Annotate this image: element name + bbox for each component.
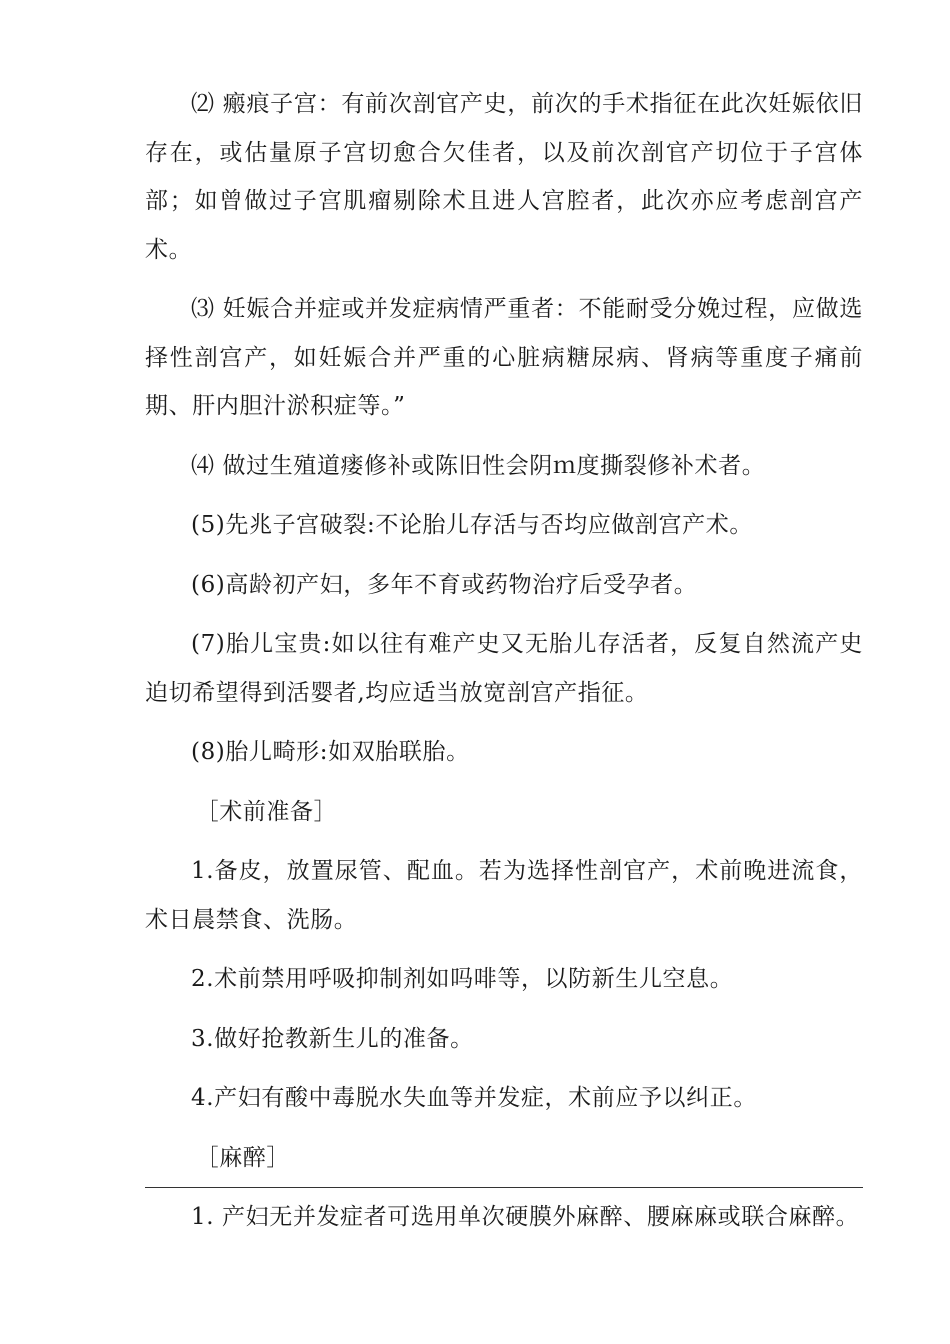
- paragraph-preop-2: 2.术前禁用呼吸抑制剂如吗啡等，以防新生儿空息。: [191, 966, 734, 992]
- paragraph-preop-4: 4.产妇有酸中毒脱水失血等并发症，术前应予以纠正。: [191, 1085, 757, 1111]
- footer-divider: [145, 1187, 863, 1188]
- paragraph-preop-3: 3.做好抢教新生儿的准备。: [191, 1025, 474, 1052]
- paragraph-indication-6: (6)高龄初产妇，多年不育或药物治疗后受孕者。: [191, 571, 698, 598]
- paragraph-preop-1: 1.备皮，放置尿管、配血。若为选择性剖官产，术前晚进流食，术日晨禁食、洗肠。: [145, 858, 863, 933]
- paragraph-indication-7: (7)胎儿宝贵:如以往有难产史又无胎儿存活者，反复自然流产史迫切希望得到活婴者,均应适当放宽剖宫产指征。: [145, 631, 863, 706]
- paragraph-indication-2: ⑵ 瘢痕子宫：有前次剖官产史，前次的手术指征在此次妊娠依旧存在，或估量原子宫切愈合欠佳者，以及前次剖官产切位于子宫体部；如曾做过子宫肌瘤剔除术且进人宫腔者，此次亦应考虑剖宫产术。: [145, 91, 863, 263]
- paragraph-indication-4: ⑷ 做过生殖道瘘修补或陈旧性会阴ｍ度撕裂修补术者。: [191, 452, 766, 479]
- paragraph-indication-8: (8)胎儿畸形:如双胎联胎。: [191, 739, 470, 765]
- paragraph-indication-3: ⑶ 妊娠合并症或并发症病情严重者：不能耐受分娩过程，应做选择性剖宫产，如妊娠合并严重的心脏病糖尿病、肾病等重度子痛前期、肝内胆汁淤积症等。”: [145, 296, 863, 419]
- section-heading-preop: ［术前准备］: [195, 798, 338, 825]
- paragraph-indication-5: (5)先兆子宫破裂:不论胎儿存活与否均应做剖宫产术。: [191, 512, 753, 538]
- document-page: [145, 80, 863, 1242]
- section-heading-anesthesia: ［麻醉］: [195, 1144, 290, 1171]
- paragraph-anesthesia-1: 1. 产妇无并发症者可选用单次硬膜外麻醉、腰麻麻或联合麻醉。: [191, 1204, 860, 1230]
